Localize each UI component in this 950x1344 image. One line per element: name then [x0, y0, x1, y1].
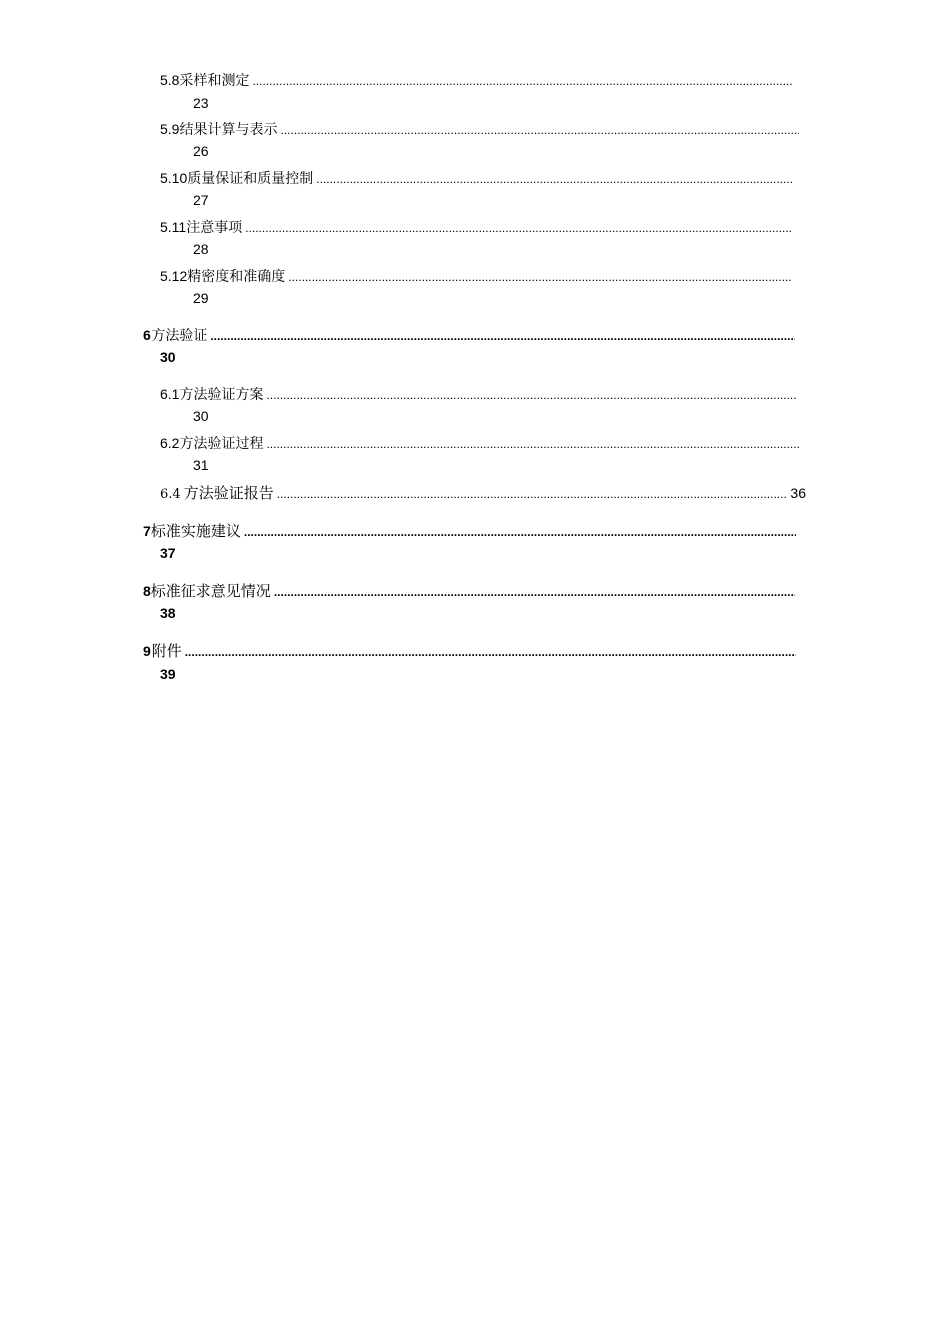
toc-entry-6-1[interactable]	[160, 384, 796, 404]
dot-leader	[245, 218, 792, 237]
toc-page-number: 37	[160, 545, 176, 561]
toc-entry-5-9[interactable]	[160, 119, 799, 139]
dot-leader	[252, 71, 792, 90]
toc-page-number: 29	[193, 290, 209, 306]
toc-number: 8	[143, 583, 151, 599]
dot-leader	[280, 120, 799, 139]
toc-title: 方法验证	[151, 328, 208, 344]
toc-title: 附件	[151, 643, 182, 660]
toc-page-number: 30	[160, 349, 176, 365]
toc-title: 精密度和准确度	[187, 269, 286, 285]
toc-entry-5-12[interactable]	[160, 266, 792, 286]
dot-leader	[210, 326, 795, 345]
toc-page-number: 38	[160, 605, 176, 621]
toc-title: 质量保证和质量控制	[187, 171, 314, 187]
toc-entry-8[interactable]	[143, 581, 795, 601]
toc-title: 标准征求意见情况	[150, 583, 271, 600]
toc-title: 方法验证过程	[179, 436, 264, 452]
toc-page-number: 26	[193, 143, 209, 159]
toc-entry-5-11[interactable]	[160, 217, 792, 237]
toc-title: 标准实施建议	[150, 523, 241, 540]
toc-title: 注意事项	[186, 220, 243, 236]
toc-page-number: 31	[193, 457, 209, 473]
toc-page-number: 23	[193, 95, 209, 111]
toc-number: 5.12	[160, 268, 188, 284]
toc-number: 6.1	[160, 386, 180, 402]
toc-entry-9[interactable]	[143, 641, 796, 661]
toc-number: 5.11	[160, 219, 187, 235]
dot-leader	[288, 267, 792, 286]
dot-leader	[274, 582, 795, 601]
toc-title: 方法验证报告	[183, 485, 274, 502]
toc-page-number: 30	[193, 408, 209, 424]
toc-title: 方法验证方案	[179, 387, 264, 403]
toc-number: 6	[143, 327, 151, 343]
dot-leader	[266, 434, 800, 453]
toc-number: 5.10	[160, 170, 188, 186]
dot-leader	[244, 522, 796, 541]
toc-title: 采样和测定	[179, 73, 250, 89]
toc-entry-5-10[interactable]	[160, 168, 792, 188]
toc-entry-6-2[interactable]	[160, 433, 800, 453]
dot-leader	[185, 642, 796, 661]
toc-number: 9	[143, 643, 151, 659]
toc-entry-6[interactable]	[143, 325, 795, 345]
toc-entry-6-4[interactable]	[160, 483, 806, 503]
toc-page-number: 27	[193, 192, 209, 208]
toc-number: 5.9	[160, 121, 180, 137]
dot-leader	[266, 385, 796, 404]
toc-number: 6.4	[160, 487, 181, 502]
toc-number: 6.2	[160, 435, 180, 451]
toc-number: 5.8	[160, 72, 180, 88]
dot-leader	[316, 169, 792, 188]
toc-page-number: 28	[193, 241, 209, 257]
toc-title: 结果计算与表示	[179, 122, 278, 138]
toc-entry-7[interactable]	[143, 521, 796, 541]
toc-page-number: 39	[160, 666, 176, 682]
toc-page-number: 36	[790, 485, 806, 501]
toc-number: 7	[143, 523, 151, 539]
toc-entry-5-8[interactable]	[160, 70, 792, 90]
dot-leader	[277, 484, 787, 503]
